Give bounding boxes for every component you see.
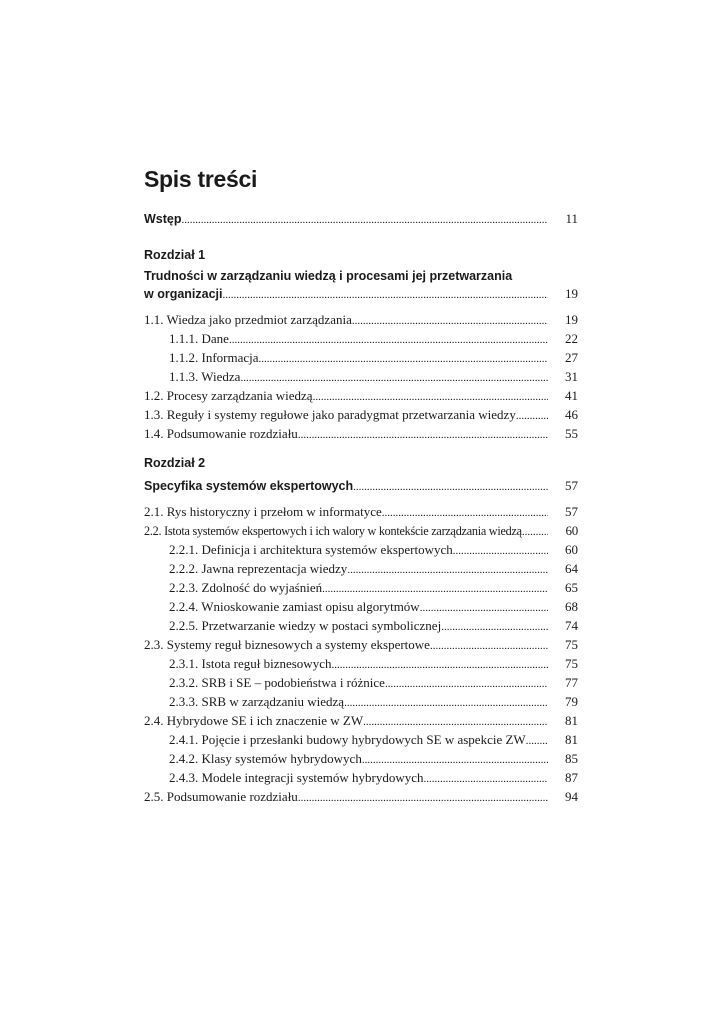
toc-page-number: 19 [565, 286, 578, 301]
toc-page-number: 11 [565, 211, 578, 226]
toc-page-number: 75 [565, 656, 578, 671]
dot-leader [298, 426, 548, 444]
chapter-title-line[interactable]: Trudności w zarządzaniu wiedzą i procesami jej przetwarzania [144, 269, 513, 283]
dot-leader [223, 286, 549, 304]
dot-leader [322, 580, 548, 598]
toc-entry[interactable]: 2.2.4. Wnioskowanie zamiast opisu algorytmów ..... 68 [144, 598, 578, 616]
dot-leader [313, 388, 548, 406]
toc-page-number: 31 [565, 369, 578, 384]
toc-entry[interactable]: 2.2.3. Zdolność do wyjaśnień ..... 65 [144, 579, 578, 597]
toc-entry[interactable]: 2.5. Podsumowanie rozdziału ..... 94 [144, 788, 578, 806]
toc-page-number: 57 [565, 478, 578, 493]
dot-leader [385, 675, 548, 693]
toc-entry[interactable]: 1.1. Wiedza jako przedmiot zarządzania ..... 19 [144, 311, 578, 329]
toc-entry-chapter[interactable] [144, 477, 578, 495]
dot-leader [259, 350, 548, 368]
toc-entry[interactable]: 2.2.2. Jawna reprezentacja wiedzy ..... 64 [144, 560, 578, 578]
toc-page-number: 81 [565, 732, 578, 747]
dot-leader [424, 770, 548, 788]
dot-leader [522, 523, 548, 541]
toc-page-number: 46 [565, 407, 578, 422]
toc-page-number: 68 [565, 599, 578, 614]
toc-page-number: 85 [565, 751, 578, 766]
dot-leader [430, 637, 548, 655]
toc-entry[interactable]: 2.2.5. Przetwarzanie wiedzy w postaci symbolicznej ..... 74 [144, 617, 578, 635]
toc-entry[interactable]: 2.2. Istota systemów ekspertowych i ich walory w kontekście zarządzania wiedzą ..... 60 [144, 522, 578, 540]
toc-page-number: 94 [565, 789, 578, 804]
toc-entry[interactable]: 1.2. Procesy zarządzania wiedzą ..... 41 [144, 387, 578, 405]
toc-entry-chapter[interactable] [144, 285, 578, 303]
toc-page-number: 87 [565, 770, 578, 785]
dot-leader [526, 732, 548, 750]
toc-entry-title: Wstęp [144, 212, 182, 226]
toc-entry[interactable]: 2.4.2. Klasy systemów hybrydowych ..... 85 [144, 750, 578, 768]
toc-page-number: 81 [565, 713, 578, 728]
dot-leader [453, 542, 548, 560]
toc-entry[interactable]: 2.4. Hybrydowe SE i ich znaczenie w ZW ..... 81 [144, 712, 578, 730]
toc-page-number: 75 [565, 637, 578, 652]
toc-entry[interactable]: 2.1. Rys historyczny i przełom w informatyce ..... 57 [144, 503, 578, 521]
dot-leader [352, 312, 548, 330]
dot-leader [240, 369, 548, 387]
chapter-title-line: Specyfika systemów ekspertowych [144, 479, 354, 493]
toc-entry[interactable]: 1.4. Podsumowanie rozdziału ..... 55 [144, 425, 578, 443]
dot-leader [362, 751, 548, 769]
dot-leader [347, 561, 548, 579]
toc-entry[interactable]: 2.2.1. Definicja i architektura systemów ekspertowych ..... 60 [144, 541, 578, 559]
toc-page-number: 22 [565, 331, 578, 346]
toc-page-number: 60 [565, 523, 578, 538]
toc-entry[interactable]: 1.1.1. Dane ..... 22 [144, 330, 578, 348]
dot-leader [420, 599, 548, 617]
dot-leader [229, 331, 548, 349]
toc-entry[interactable]: 2.3.1. Istota reguł biznesowych ..... 75 [144, 655, 578, 673]
dot-leader [353, 478, 548, 496]
toc-entry[interactable]: 1.1.2. Informacja ..... 27 [144, 349, 578, 367]
toc-page-number: 64 [565, 561, 578, 576]
toc-entry[interactable]: 2.4.3. Modele integracji systemów hybrydowych ..... 87 [144, 769, 578, 787]
toc-page-number: 65 [565, 580, 578, 595]
toc-page-number: 27 [565, 350, 578, 365]
dot-leader [182, 211, 549, 229]
toc-page-number: 77 [565, 675, 578, 690]
toc-page-number: 41 [565, 388, 578, 403]
toc-entry[interactable]: 2.3.2. SRB i SE – podobieństwa i różnice ..... 77 [144, 674, 578, 692]
dot-leader [382, 504, 548, 522]
dot-leader [363, 713, 548, 731]
toc-page-number: 74 [565, 618, 578, 633]
dot-leader [516, 407, 548, 425]
toc-page-number: 19 [565, 312, 578, 327]
toc-page-number: 79 [565, 694, 578, 709]
toc-entry[interactable]: 2.4.1. Pojęcie i przesłanki budowy hybrydowych SE w aspekcie ZW ..... 81 [144, 731, 578, 749]
toc-entry[interactable]: 2.3.3. SRB w zarządzaniu wiedzą ..... 79 [144, 693, 578, 711]
toc-entry-intro[interactable] [144, 210, 578, 228]
dot-leader [298, 789, 548, 807]
dot-leader [344, 694, 548, 712]
chapter-title-line: w organizacji [144, 287, 223, 301]
toc-page-number: 60 [565, 542, 578, 557]
toc-entry[interactable]: 1.1.3. Wiedza ..... 31 [144, 368, 578, 386]
dot-leader [331, 656, 548, 674]
toc-entry[interactable]: 1.3. Reguły i systemy regułowe jako paradygmat przetwarzania wiedzy ..... 46 [144, 406, 578, 424]
chapter-label: Rozdział 1 [144, 248, 206, 262]
page-title: Spis treści [144, 166, 258, 192]
toc-entry[interactable]: 2.3. Systemy reguł biznesowych a systemy ekspertowe ..... 75 [144, 636, 578, 654]
chapter-label: Rozdział 2 [144, 456, 206, 470]
toc-page-number: 55 [565, 426, 578, 441]
toc-page-number: 57 [565, 504, 578, 519]
dot-leader [441, 618, 548, 636]
